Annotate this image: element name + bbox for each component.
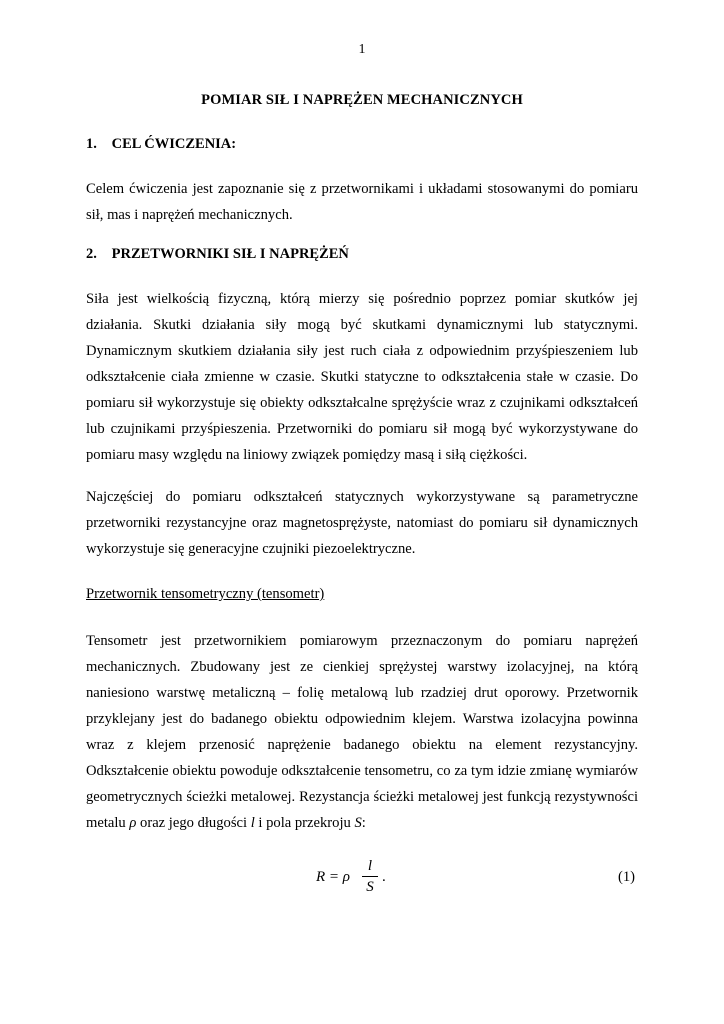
section-2-heading xyxy=(86,246,349,263)
text-fragment: oraz jego długości xyxy=(136,815,251,831)
text-fragment: i pola przekroju xyxy=(254,815,355,831)
section-1-title: CEL ĆWICZENIA: xyxy=(111,136,237,152)
paragraph-line: sił, mas i naprężeń mechanicznych. xyxy=(86,207,293,223)
equation-lhs: R = ρ xyxy=(316,869,350,885)
paragraph-line: działania. Skutki działania siły mogą być skutkami dynamicznymi lub statycznymi. xyxy=(86,317,638,333)
symbol-l: l xyxy=(250,815,255,831)
fraction-bar xyxy=(362,876,378,877)
section-1-heading xyxy=(86,136,236,153)
document-title: POMIAR SIŁ I NAPRĘŻEN MECHANICZNYCH xyxy=(201,92,523,108)
paragraph-line: Najczęściej do pomiaru odkształceń statycznych wykorzystywane są parametryczne xyxy=(86,489,638,505)
equation-number: (1) xyxy=(618,869,636,885)
symbol-s: S xyxy=(354,815,362,831)
paragraph-line: wykorzystuje się generacyjne czujniki piezoelektryczne. xyxy=(86,541,416,557)
symbol-rho: ρ xyxy=(129,815,137,831)
paragraph-line: pomiaru masy względu na liniowy związek pomiędzy masą i siłą ciężkości. xyxy=(86,447,528,463)
equation-denominator: S xyxy=(366,879,374,895)
paragraph-line: przetworniki rezystancyjne oraz magnetosprężyste, natomiast do pomiaru sił dynamicznych xyxy=(86,515,638,531)
paragraph-line: przyklejany jest do badanego obiektu odpowiednim klejem. Warstwa izolacyjna powinna xyxy=(86,711,638,727)
paragraph-line: Tensometr jest przetwornikiem pomiarowym przeznaczonym do pomiaru naprężeń xyxy=(86,633,638,649)
paragraph-line: Celem ćwiczenia jest zapoznanie się z przetwornikami i układami stosowanymi do pomiaru xyxy=(86,181,638,197)
paragraph-line: pomiaru sił wykorzystuje się obiekty odkształcalne sprężyście wraz z czujnikami odkształceń xyxy=(86,395,638,411)
tensometer-subheading: Przetwornik tensometryczny (tensometr) xyxy=(86,586,325,602)
equation-numerator: l xyxy=(367,858,373,874)
section-2-paragraph-3 xyxy=(86,628,638,836)
paragraph-line: geometrycznych ścieżki metalowej. Rezystancja ścieżki metalowej jest funkcją rezystywności xyxy=(86,789,638,805)
section-2-paragraph-2 xyxy=(86,484,638,562)
paragraph-line: lub czujnikami przyśpieszenia. Przetworniki do pomiaru sił mogą być wykorzystywane do xyxy=(86,421,638,437)
paragraph-line-with-symbols xyxy=(86,810,638,836)
page-number: 1 xyxy=(358,42,366,57)
paragraph-line: Dynamicznym skutkiem działania siły jest ruch ciała z odpowiednim przyśpieszeniem lub xyxy=(86,343,638,359)
section-1-number: 1. xyxy=(86,136,97,152)
section-2-title: PRZETWORNIKI SIŁ I NAPRĘŻEŃ xyxy=(111,246,349,262)
paragraph-line: wraz z klejem przenosić naprężenie badanego obiektu na element rezystancyjny. xyxy=(86,737,638,753)
section-2-paragraph-1 xyxy=(86,286,638,468)
paragraph-line: Siła jest wielkością fizyczną, którą mierzy się pośrednio poprzez pomiar skutków jej xyxy=(86,291,638,307)
section-2-number: 2. xyxy=(86,246,97,262)
section-1-paragraph xyxy=(86,176,638,228)
equation-period: . xyxy=(382,869,386,885)
text-fragment: : xyxy=(361,815,366,831)
paragraph-line: naniesiono warstwę metaliczną – folię metalową lub rzadziej drut oporowy. Przetwornik xyxy=(86,685,638,701)
paragraph-line: odkształcenie ciała zmienne w czasie. Skutki statyczne to odkształcenia stałe w czasie. Do xyxy=(86,369,638,385)
equation-fraction xyxy=(362,857,378,896)
paragraph-line: mechanicznych. Zbudowany jest ze cienkiej sprężystej warstwy izolacyjnej, na którą xyxy=(86,659,638,675)
text-fragment: metalu xyxy=(86,815,130,831)
paragraph-line: Odkształcenie obiektu powoduje odkształcenie tensometru, co za tym idzie zmianę wymiarów xyxy=(86,763,638,779)
